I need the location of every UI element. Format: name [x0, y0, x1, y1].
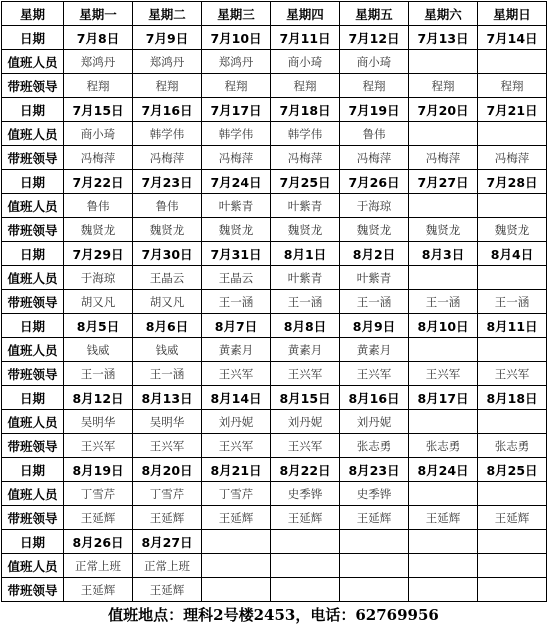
date-cell: 7月10日: [202, 26, 271, 50]
date-cell: 8月14日: [202, 386, 271, 410]
staff-row-label: 值班人员: [2, 554, 64, 578]
leader-cell: 冯梅萍: [133, 146, 202, 170]
staff-cell: [478, 410, 547, 434]
leader-cell: 程翔: [478, 74, 547, 98]
staff-cell: [478, 554, 547, 578]
leader-cell: 王延辉: [478, 506, 547, 530]
staff-cell: 史季铧: [271, 482, 340, 506]
date-cell: 7月29日: [64, 242, 133, 266]
staff-cell: 郑鸿丹: [202, 50, 271, 74]
staff-cell: 于海琼: [64, 266, 133, 290]
staff-row-label: 值班人员: [2, 122, 64, 146]
leader-cell: 魏贤龙: [409, 218, 478, 242]
date-row: [2, 530, 547, 554]
date-row: [2, 26, 547, 50]
leader-cell: 魏贤龙: [64, 218, 133, 242]
date-cell: 7月31日: [202, 242, 271, 266]
date-cell: 8月3日: [409, 242, 478, 266]
date-cell: 7月14日: [478, 26, 547, 50]
staff-cell: 叶紫青: [340, 266, 409, 290]
leader-cell: 冯梅萍: [202, 146, 271, 170]
date-cell: 7月11日: [271, 26, 340, 50]
leader-cell: 王一涵: [133, 362, 202, 386]
date-cell: 7月12日: [340, 26, 409, 50]
staff-cell: 丁雪芹: [133, 482, 202, 506]
date-cell: 8月19日: [64, 458, 133, 482]
date-cell: 7月23日: [133, 170, 202, 194]
date-cell: 7月9日: [133, 26, 202, 50]
date-row: [2, 98, 547, 122]
date-cell: 7月28日: [478, 170, 547, 194]
leader-row: [2, 506, 547, 530]
date-cell: 8月1日: [271, 242, 340, 266]
date-row-label: 日期: [2, 458, 64, 482]
leader-cell: 魏贤龙: [271, 218, 340, 242]
staff-row: [2, 266, 547, 290]
date-cell: 8月6日: [133, 314, 202, 338]
date-cell: 7月30日: [133, 242, 202, 266]
leader-cell: 魏贤龙: [478, 218, 547, 242]
date-cell: [340, 530, 409, 554]
leader-cell: 王延辉: [133, 578, 202, 602]
leader-row-label: 带班领导: [2, 434, 64, 458]
date-cell: 7月19日: [340, 98, 409, 122]
leader-cell: 王延辉: [64, 578, 133, 602]
staff-cell: 商小琦: [340, 50, 409, 74]
staff-row: [2, 482, 547, 506]
date-cell: 7月22日: [64, 170, 133, 194]
date-row-label: 日期: [2, 386, 64, 410]
staff-cell: [409, 266, 478, 290]
date-cell: 8月17日: [409, 386, 478, 410]
leader-cell: 胡又凡: [133, 290, 202, 314]
date-cell: 8月20日: [133, 458, 202, 482]
leader-row: [2, 290, 547, 314]
leader-cell: 程翔: [64, 74, 133, 98]
staff-row-label: 值班人员: [2, 338, 64, 362]
leader-cell: 胡又凡: [64, 290, 133, 314]
date-row-label: 日期: [2, 242, 64, 266]
leader-cell: 王兴军: [202, 434, 271, 458]
staff-cell: 钱威: [133, 338, 202, 362]
date-cell: 7月27日: [409, 170, 478, 194]
leader-cell: 王一涵: [64, 362, 133, 386]
date-cell: 7月25日: [271, 170, 340, 194]
date-cell: 8月8日: [271, 314, 340, 338]
date-cell: 7月16日: [133, 98, 202, 122]
staff-row-label: 值班人员: [2, 194, 64, 218]
date-row: [2, 242, 547, 266]
leader-cell: [340, 578, 409, 602]
weekday-header: 星期四: [271, 2, 340, 26]
date-cell: 7月13日: [409, 26, 478, 50]
staff-cell: 吴明华: [133, 410, 202, 434]
leader-row: [2, 362, 547, 386]
staff-cell: 鲁伟: [340, 122, 409, 146]
date-cell: 7月21日: [478, 98, 547, 122]
leader-cell: 冯梅萍: [64, 146, 133, 170]
leader-cell: 王兴军: [409, 362, 478, 386]
staff-cell: 郑鸿丹: [64, 50, 133, 74]
leader-cell: 王延辉: [271, 506, 340, 530]
staff-row: [2, 50, 547, 74]
staff-cell: 商小琦: [271, 50, 340, 74]
staff-cell: [340, 554, 409, 578]
weekday-header: 星期三: [202, 2, 271, 26]
staff-cell: [478, 122, 547, 146]
weekday-header-row: [2, 2, 547, 26]
staff-cell: 钱威: [64, 338, 133, 362]
leader-row-label: 带班领导: [2, 74, 64, 98]
date-row-label: 日期: [2, 98, 64, 122]
leader-cell: 王延辉: [64, 506, 133, 530]
header-corner: 星期: [2, 2, 64, 26]
staff-cell: [478, 194, 547, 218]
staff-cell: 鲁伟: [133, 194, 202, 218]
staff-cell: 商小琦: [64, 122, 133, 146]
leader-cell: 王兴军: [202, 362, 271, 386]
staff-cell: 于海琼: [340, 194, 409, 218]
staff-cell: 鲁伟: [64, 194, 133, 218]
staff-cell: [478, 482, 547, 506]
staff-cell: 正常上班: [64, 554, 133, 578]
staff-cell: [409, 554, 478, 578]
leader-cell: 张志勇: [409, 434, 478, 458]
staff-cell: 王晶云: [202, 266, 271, 290]
staff-cell: [202, 554, 271, 578]
weekday-header: 星期六: [409, 2, 478, 26]
leader-cell: [271, 578, 340, 602]
date-cell: 8月2日: [340, 242, 409, 266]
date-row-label: 日期: [2, 26, 64, 50]
date-row-label: 日期: [2, 170, 64, 194]
leader-cell: 魏贤龙: [133, 218, 202, 242]
staff-cell: 丁雪芹: [202, 482, 271, 506]
leader-row: [2, 74, 547, 98]
date-cell: 8月23日: [340, 458, 409, 482]
date-row-label: 日期: [2, 530, 64, 554]
weekday-header: 星期一: [64, 2, 133, 26]
leader-cell: 王兴军: [271, 434, 340, 458]
leader-cell: 王延辉: [340, 506, 409, 530]
staff-cell: 黄素月: [271, 338, 340, 362]
date-cell: 8月21日: [202, 458, 271, 482]
leader-cell: 冯梅萍: [271, 146, 340, 170]
leader-cell: 冯梅萍: [478, 146, 547, 170]
date-row: [2, 314, 547, 338]
leader-cell: 王延辉: [133, 506, 202, 530]
leader-cell: 王延辉: [409, 506, 478, 530]
schedule-body: [2, 2, 547, 602]
date-cell: 7月26日: [340, 170, 409, 194]
leader-row-label: 带班领导: [2, 506, 64, 530]
leader-cell: 程翔: [409, 74, 478, 98]
leader-cell: 王一涵: [478, 290, 547, 314]
date-cell: [478, 530, 547, 554]
date-cell: 8月15日: [271, 386, 340, 410]
leader-cell: 张志勇: [340, 434, 409, 458]
date-cell: 7月20日: [409, 98, 478, 122]
leader-cell: 王一涵: [340, 290, 409, 314]
date-row: [2, 458, 547, 482]
staff-cell: 正常上班: [133, 554, 202, 578]
staff-cell: 韩学伟: [202, 122, 271, 146]
date-row: [2, 170, 547, 194]
date-cell: 8月27日: [133, 530, 202, 554]
leader-row-label: 带班领导: [2, 578, 64, 602]
date-cell: 8月16日: [340, 386, 409, 410]
leader-row-label: 带班领导: [2, 146, 64, 170]
leader-cell: 王兴军: [478, 362, 547, 386]
leader-cell: 魏贤龙: [202, 218, 271, 242]
staff-row-label: 值班人员: [2, 410, 64, 434]
leader-cell: 程翔: [133, 74, 202, 98]
leader-cell: 冯梅萍: [409, 146, 478, 170]
weekday-header: 星期五: [340, 2, 409, 26]
date-cell: 8月9日: [340, 314, 409, 338]
date-cell: 8月26日: [64, 530, 133, 554]
staff-cell: [409, 410, 478, 434]
date-row-label: 日期: [2, 314, 64, 338]
leader-row: [2, 146, 547, 170]
date-row: [2, 386, 547, 410]
leader-cell: 王一涵: [202, 290, 271, 314]
leader-row-label: 带班领导: [2, 362, 64, 386]
date-cell: 7月18日: [271, 98, 340, 122]
staff-cell: [409, 50, 478, 74]
leader-cell: 程翔: [202, 74, 271, 98]
date-cell: [271, 530, 340, 554]
leader-cell: 王兴军: [340, 362, 409, 386]
staff-cell: 韩学伟: [271, 122, 340, 146]
leader-cell: 程翔: [340, 74, 409, 98]
staff-cell: [271, 554, 340, 578]
staff-cell: [409, 338, 478, 362]
date-cell: 8月4日: [478, 242, 547, 266]
date-cell: 7月8日: [64, 26, 133, 50]
date-cell: 8月10日: [409, 314, 478, 338]
date-cell: 8月24日: [409, 458, 478, 482]
duty-schedule-table: [1, 1, 547, 602]
leader-cell: 王兴军: [271, 362, 340, 386]
staff-row: [2, 410, 547, 434]
leader-cell: 王兴军: [133, 434, 202, 458]
date-cell: 8月13日: [133, 386, 202, 410]
leader-row: [2, 578, 547, 602]
staff-cell: 叶紫青: [271, 266, 340, 290]
staff-cell: 丁雪芹: [64, 482, 133, 506]
staff-row: [2, 194, 547, 218]
duty-location-footer: 值班地点：理科2号楼2453，电话：62769956: [108, 606, 439, 624]
date-cell: [202, 530, 271, 554]
leader-cell: [409, 578, 478, 602]
date-cell: 8月5日: [64, 314, 133, 338]
leader-cell: 王一涵: [409, 290, 478, 314]
leader-row: [2, 434, 547, 458]
staff-cell: 郑鸿丹: [133, 50, 202, 74]
leader-cell: 王兴军: [64, 434, 133, 458]
leader-cell: 魏贤龙: [340, 218, 409, 242]
leader-cell: 冯梅萍: [340, 146, 409, 170]
leader-cell: 王一涵: [271, 290, 340, 314]
leader-row: [2, 218, 547, 242]
date-cell: 8月11日: [478, 314, 547, 338]
staff-cell: 史季铧: [340, 482, 409, 506]
leader-cell: [478, 578, 547, 602]
date-cell: 8月25日: [478, 458, 547, 482]
staff-row-label: 值班人员: [2, 266, 64, 290]
staff-row: [2, 338, 547, 362]
staff-cell: 刘丹妮: [202, 410, 271, 434]
staff-cell: 黄素月: [202, 338, 271, 362]
leader-cell: [202, 578, 271, 602]
staff-cell: 刘丹妮: [271, 410, 340, 434]
staff-cell: 吴明华: [64, 410, 133, 434]
leader-row-label: 带班领导: [2, 218, 64, 242]
staff-row: [2, 554, 547, 578]
staff-row: [2, 122, 547, 146]
staff-cell: [478, 266, 547, 290]
staff-cell: 王晶云: [133, 266, 202, 290]
leader-row-label: 带班领导: [2, 290, 64, 314]
staff-cell: 叶紫青: [202, 194, 271, 218]
staff-cell: 叶紫青: [271, 194, 340, 218]
date-cell: 8月18日: [478, 386, 547, 410]
staff-cell: 黄素月: [340, 338, 409, 362]
staff-cell: 刘丹妮: [340, 410, 409, 434]
leader-cell: 王延辉: [202, 506, 271, 530]
date-cell: 7月17日: [202, 98, 271, 122]
leader-cell: 程翔: [271, 74, 340, 98]
date-cell: 7月24日: [202, 170, 271, 194]
date-cell: [409, 530, 478, 554]
date-cell: 7月15日: [64, 98, 133, 122]
date-cell: 8月12日: [64, 386, 133, 410]
staff-cell: [478, 338, 547, 362]
weekday-header: 星期二: [133, 2, 202, 26]
date-cell: 8月7日: [202, 314, 271, 338]
date-cell: 8月22日: [271, 458, 340, 482]
staff-cell: [478, 50, 547, 74]
staff-row-label: 值班人员: [2, 50, 64, 74]
staff-row-label: 值班人员: [2, 482, 64, 506]
staff-cell: [409, 122, 478, 146]
staff-cell: [409, 194, 478, 218]
leader-cell: 张志勇: [478, 434, 547, 458]
weekday-header: 星期日: [478, 2, 547, 26]
staff-cell: [409, 482, 478, 506]
staff-cell: 韩学伟: [133, 122, 202, 146]
